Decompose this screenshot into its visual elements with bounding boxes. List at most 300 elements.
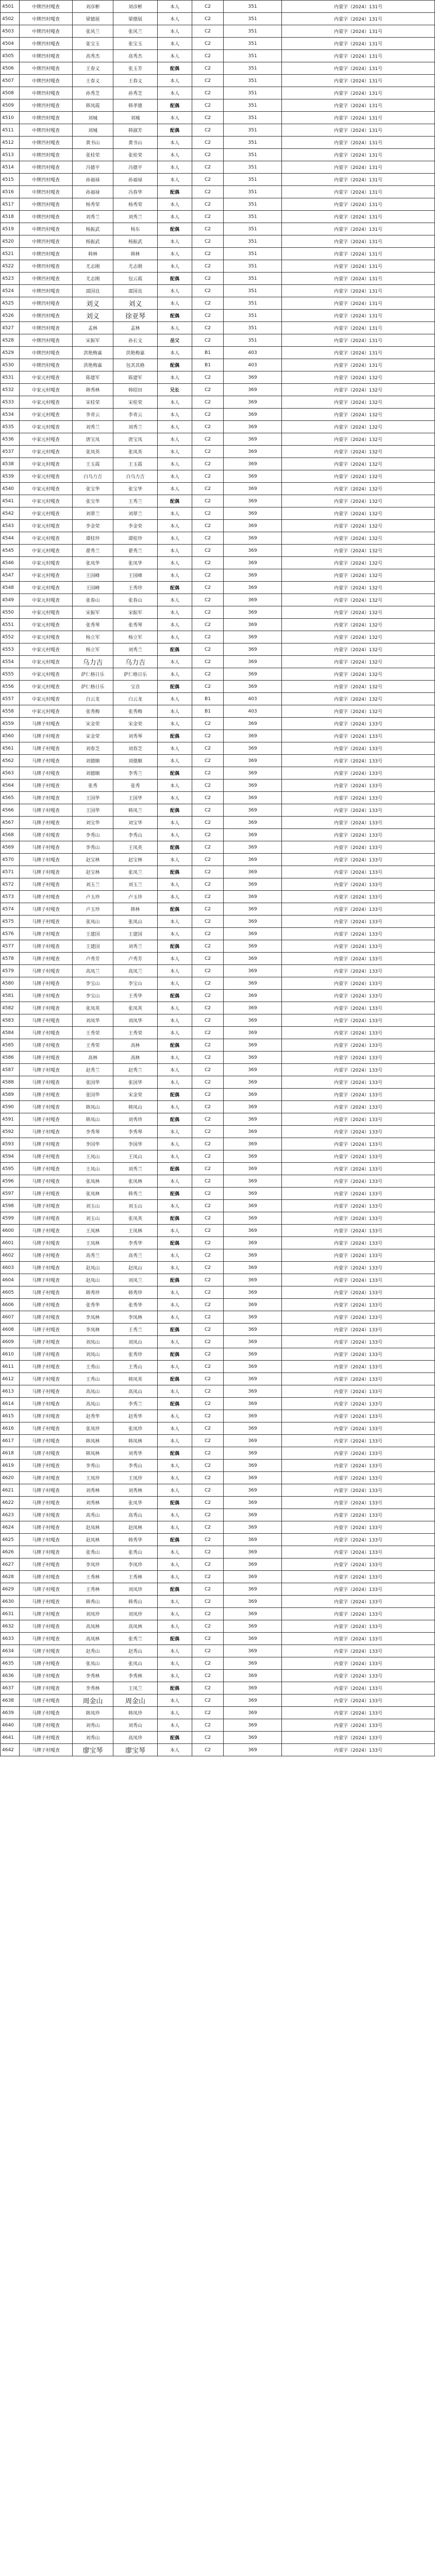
village-name-cell: 中家元村嘎查 (20, 433, 73, 446)
row-number-cell: 4542 (1, 507, 20, 520)
row-number-cell: 4509 (1, 99, 20, 112)
amount-cell: 369 (224, 1707, 282, 1719)
table-row (1, 1274, 435, 1286)
village-name-cell: 中家元村嘎查 (20, 396, 73, 409)
household-head-cell: 孟林 (73, 322, 113, 334)
table-row (1, 1, 435, 13)
table-row (1, 1064, 435, 1076)
license-class-cell: C2 (192, 1472, 224, 1484)
license-class-cell: C2 (192, 1682, 224, 1694)
relationship-cell: 本人 (158, 112, 192, 124)
amount-cell: 369 (224, 1682, 282, 1694)
row-number-cell: 4524 (1, 285, 20, 297)
amount-cell: 369 (224, 1126, 282, 1138)
row-number-cell: 4579 (1, 965, 20, 977)
license-class-cell: C2 (192, 854, 224, 866)
row-number-cell: 4529 (1, 347, 20, 359)
document-number-cell: 内蒙字（2024）131号 (282, 174, 435, 186)
row-number-cell: 4631 (1, 1608, 20, 1620)
member-name-cell: 王凤珍 (113, 1472, 158, 1484)
table-row (1, 1472, 435, 1484)
household-head-cell: 邵国良 (73, 285, 113, 297)
relationship-cell: 本人 (158, 693, 192, 705)
row-number-cell: 4546 (1, 557, 20, 569)
amount-cell: 351 (224, 149, 282, 161)
member-name-cell: 高秀兰 (113, 1249, 158, 1262)
license-class-cell: C2 (192, 446, 224, 458)
relationship-cell: 配偶 (158, 1373, 192, 1385)
document-number-cell: 内蒙字（2024）132号 (282, 520, 435, 532)
document-number-cell: 内蒙字（2024）133号 (282, 1707, 435, 1719)
row-number-cell: 4549 (1, 594, 20, 606)
document-number-cell: 内蒙字（2024）132号 (282, 693, 435, 705)
document-number-cell: 内蒙字（2024）133号 (282, 916, 435, 928)
license-class-cell: C2 (192, 1039, 224, 1052)
member-name-cell: 韩孝德 (113, 99, 158, 112)
license-class-cell: C2 (192, 334, 224, 347)
member-name-cell: 李凤林 (113, 1311, 158, 1324)
license-class-cell: C2 (192, 260, 224, 273)
relationship-cell: 本人 (158, 1002, 192, 1014)
member-name-cell: 赵凤山 (113, 1262, 158, 1274)
amount-cell: 369 (224, 829, 282, 841)
relationship-cell: 本人 (158, 1076, 192, 1089)
table-row (1, 668, 435, 681)
document-number-cell: 内蒙字（2024）133号 (282, 1571, 435, 1583)
document-number-cell: 内蒙字（2024）131号 (282, 359, 435, 371)
household-head-cell: 刘翠兰 (73, 507, 113, 520)
household-head-cell: 赵凤山 (73, 1262, 113, 1274)
relationship-cell: 配偶 (158, 841, 192, 854)
license-class-cell: C2 (192, 1719, 224, 1732)
document-number-cell: 内蒙字（2024）131号 (282, 124, 435, 137)
amount-cell: 351 (224, 25, 282, 38)
row-number-cell: 4538 (1, 458, 20, 470)
member-name-cell: 卢玉珍 (113, 891, 158, 903)
amount-cell: 369 (224, 1188, 282, 1200)
household-head-cell: 张凤华 (73, 557, 113, 569)
relationship-cell: 本人 (158, 137, 192, 149)
amount-cell: 369 (224, 755, 282, 767)
member-name-cell: 王春义 (113, 75, 158, 87)
member-name-cell: 张宝玉 (113, 38, 158, 50)
license-class-cell: C2 (192, 1460, 224, 1472)
table-row (1, 483, 435, 495)
amount-cell: 369 (224, 1472, 282, 1484)
amount-cell: 369 (224, 458, 282, 470)
table-row (1, 1620, 435, 1633)
household-head-cell: 王秀林 (73, 1583, 113, 1596)
table-row (1, 87, 435, 99)
relationship-cell: 本人 (158, 1249, 192, 1262)
relationship-cell: 本人 (158, 1645, 192, 1657)
license-class-cell: C2 (192, 1447, 224, 1460)
relationship-cell: 本人 (158, 248, 192, 260)
household-head-cell: 李凤林 (73, 1324, 113, 1336)
amount-cell: 369 (224, 1311, 282, 1324)
relationship-cell: 本人 (158, 1262, 192, 1274)
village-name-cell: 马牌子村嘎查 (20, 1645, 73, 1657)
relationship-cell: 本人 (158, 75, 192, 87)
document-number-cell: 内蒙字（2024）132号 (282, 371, 435, 384)
amount-cell: 369 (224, 1089, 282, 1101)
village-name-cell: 马牌子村嘎查 (20, 1002, 73, 1014)
amount-cell: 351 (224, 273, 282, 285)
village-name-cell: 中家元村嘎查 (20, 384, 73, 396)
table-row (1, 1311, 435, 1324)
amount-cell: 369 (224, 470, 282, 483)
row-number-cell: 4553 (1, 643, 20, 656)
document-number-cell: 内蒙字（2024）133号 (282, 854, 435, 866)
relationship-cell: 本人 (158, 1558, 192, 1571)
document-number-cell: 内蒙字（2024）133号 (282, 730, 435, 742)
license-class-cell: C2 (192, 1014, 224, 1027)
household-head-cell: 张秀华 (73, 1299, 113, 1311)
household-head-cell: 王春义 (73, 75, 113, 87)
member-name-cell: 刘秀兰 (113, 643, 158, 656)
amount-cell: 369 (224, 1212, 282, 1225)
household-head-cell: 李秀林 (73, 1682, 113, 1694)
member-name-cell: 李秀山 (113, 829, 158, 841)
license-class-cell: C2 (192, 1348, 224, 1361)
village-name-cell: 中家元村嘎查 (20, 643, 73, 656)
license-class-cell: C2 (192, 1163, 224, 1175)
village-name-cell: 马牌子村嘎查 (20, 1509, 73, 1521)
member-name-cell: 刘凤华 (113, 1014, 158, 1027)
license-class-cell: C2 (192, 1534, 224, 1546)
row-number-cell: 4601 (1, 1237, 20, 1249)
license-class-cell: C2 (192, 1274, 224, 1286)
row-number-cell: 4633 (1, 1633, 20, 1645)
row-number-cell: 4558 (1, 705, 20, 718)
village-name-cell: 马牌子村嘎查 (20, 755, 73, 767)
member-name-cell: 韩凤兰 (113, 804, 158, 817)
relationship-cell: 本人 (158, 235, 192, 248)
row-number-cell: 4599 (1, 1212, 20, 1225)
relationship-cell: 本人 (158, 1200, 192, 1212)
license-class-cell: C2 (192, 297, 224, 310)
village-name-cell: 中家元村嘎查 (20, 371, 73, 384)
relationship-cell: 配偶 (158, 359, 192, 371)
license-class-cell: C2 (192, 87, 224, 99)
household-head-cell: 王国华 (73, 804, 113, 817)
member-name-cell: 韩林 (113, 903, 158, 916)
document-number-cell: 内蒙字（2024）133号 (282, 903, 435, 916)
relationship-cell: 本人 (158, 1299, 192, 1311)
amount-cell: 369 (224, 718, 282, 730)
table-row (1, 297, 435, 310)
relationship-cell: 本人 (158, 1175, 192, 1188)
household-head-cell: 黄书山 (73, 137, 113, 149)
village-name-cell: 马牌子村嘎查 (20, 1089, 73, 1101)
document-number-cell: 内蒙字（2024）133号 (282, 817, 435, 829)
document-number-cell: 内蒙字（2024）131号 (282, 1, 435, 13)
household-head-cell: 李宝山 (73, 977, 113, 990)
document-number-cell: 内蒙字（2024）133号 (282, 1286, 435, 1299)
row-number-cell: 4507 (1, 75, 20, 87)
household-head-cell: 唐宝凤 (73, 433, 113, 446)
document-number-cell: 内蒙字（2024）133号 (282, 1324, 435, 1336)
document-number-cell: 内蒙字（2024）131号 (282, 50, 435, 62)
member-name-cell: 孙福禄 (113, 174, 158, 186)
village-name-cell: 马牌子村嘎查 (20, 1237, 73, 1249)
row-number-cell: 4622 (1, 1497, 20, 1509)
row-number-cell: 4503 (1, 25, 20, 38)
member-name-cell: 韩凤山 (113, 1101, 158, 1113)
table-row (1, 1534, 435, 1546)
village-name-cell: 中家元村嘎查 (20, 545, 73, 557)
table-row (1, 124, 435, 137)
table-row (1, 446, 435, 458)
row-number-cell: 4572 (1, 878, 20, 891)
license-class-cell: C2 (192, 1200, 224, 1212)
row-number-cell: 4506 (1, 62, 20, 75)
table-row (1, 1398, 435, 1410)
row-number-cell: 4504 (1, 38, 20, 50)
village-name-cell: 中家元村嘎查 (20, 619, 73, 631)
row-number-cell: 4639 (1, 1707, 20, 1719)
member-name-cell: 张秀 (113, 779, 158, 792)
amount-cell: 369 (224, 1447, 282, 1460)
household-head-cell: 王凤山 (73, 1163, 113, 1175)
village-name-cell: 中家元村嘎查 (20, 470, 73, 483)
document-number-cell: 内蒙字（2024）132号 (282, 396, 435, 409)
table-row (1, 1200, 435, 1212)
member-name-cell: 张桂荣 (113, 149, 158, 161)
member-name-cell: 刘秀山 (113, 1719, 158, 1732)
row-number-cell: 4635 (1, 1657, 20, 1670)
relationship-cell: 岳父 (158, 334, 192, 347)
roster-rows (1, 1, 435, 1756)
table-row (1, 334, 435, 347)
document-number-cell: 内蒙字（2024）131号 (282, 186, 435, 198)
village-name-cell: 中家元村嘎查 (20, 483, 73, 495)
member-name-cell: 洪艳梅嘉 (113, 347, 158, 359)
relationship-cell: 本人 (158, 792, 192, 804)
household-head-cell: 孙秀芝 (73, 87, 113, 99)
row-number-cell: 4614 (1, 1398, 20, 1410)
relationship-cell: 配偶 (158, 495, 192, 507)
village-name-cell: 中牌凹村嘎查 (20, 297, 73, 310)
row-number-cell: 4584 (1, 1027, 20, 1039)
household-head-cell: 张秀山 (73, 1546, 113, 1558)
relationship-cell: 配偶 (158, 990, 192, 1002)
document-number-cell: 内蒙字（2024）133号 (282, 891, 435, 903)
license-class-cell: C2 (192, 1212, 224, 1225)
document-number-cell: 内蒙字（2024）132号 (282, 643, 435, 656)
row-number-cell: 4561 (1, 742, 20, 755)
amount-cell: 369 (224, 866, 282, 878)
table-row (1, 384, 435, 396)
row-number-cell: 4556 (1, 681, 20, 693)
amount-cell: 369 (224, 1608, 282, 1620)
document-number-cell: 内蒙字（2024）132号 (282, 545, 435, 557)
license-class-cell: C2 (192, 1237, 224, 1249)
license-class-cell: C2 (192, 866, 224, 878)
document-number-cell: 内蒙字（2024）133号 (282, 1188, 435, 1200)
license-class-cell: C2 (192, 1583, 224, 1596)
row-number-cell: 4595 (1, 1163, 20, 1175)
household-head-cell: 王建国 (73, 940, 113, 953)
member-name-cell: 王凤林 (113, 1225, 158, 1237)
village-name-cell: 中牌凹村嘎查 (20, 223, 73, 235)
table-row (1, 1299, 435, 1311)
household-head-cell: 高秀山 (73, 1509, 113, 1521)
household-head-cell: 杨立军 (73, 631, 113, 643)
license-class-cell: C2 (192, 594, 224, 606)
member-name-cell: 高林 (113, 1052, 158, 1064)
license-class-cell: C2 (192, 1089, 224, 1101)
relationship-cell: 本人 (158, 1608, 192, 1620)
amount-cell: 369 (224, 1039, 282, 1052)
row-number-cell: 4606 (1, 1299, 20, 1311)
amount-cell: 369 (224, 495, 282, 507)
village-name-cell: 马牌子村嘎查 (20, 1571, 73, 1583)
amount-cell: 369 (224, 557, 282, 569)
relationship-cell: 本人 (158, 631, 192, 643)
relationship-cell: 配偶 (158, 1113, 192, 1126)
village-name-cell: 马牌子村嘎查 (20, 1497, 73, 1509)
row-number-cell: 4551 (1, 619, 20, 631)
table-row (1, 409, 435, 421)
village-name-cell: 中牌凹村嘎查 (20, 13, 73, 25)
document-number-cell: 内蒙字（2024）133号 (282, 804, 435, 817)
table-row (1, 928, 435, 940)
table-row (1, 1497, 435, 1509)
household-head-cell: 高凤兰 (73, 965, 113, 977)
table-row (1, 1138, 435, 1150)
table-row (1, 1484, 435, 1497)
license-class-cell: C2 (192, 1002, 224, 1014)
table-row (1, 161, 435, 174)
relationship-cell: 本人 (158, 1101, 192, 1113)
table-row (1, 545, 435, 557)
relationship-cell: 本人 (158, 779, 192, 792)
table-row (1, 953, 435, 965)
household-head-cell: 刘秀林 (73, 1484, 113, 1497)
village-name-cell: 马牌子村嘎查 (20, 1299, 73, 1311)
household-head-cell: 李秀山 (73, 841, 113, 854)
village-name-cell: 中牌凹村嘎查 (20, 198, 73, 211)
license-class-cell: C2 (192, 1645, 224, 1657)
amount-cell: 369 (224, 656, 282, 668)
document-number-cell: 内蒙字（2024）133号 (282, 990, 435, 1002)
row-number-cell: 4563 (1, 767, 20, 779)
table-row (1, 1039, 435, 1052)
document-number-cell: 内蒙字（2024）133号 (282, 755, 435, 767)
member-name-cell: 张秀山 (113, 1546, 158, 1558)
relationship-cell: 配偶 (158, 310, 192, 322)
license-class-cell: C2 (192, 1175, 224, 1188)
table-row (1, 829, 435, 841)
document-number-cell: 内蒙字（2024）132号 (282, 483, 435, 495)
row-number-cell: 4587 (1, 1064, 20, 1076)
relationship-cell: 本人 (158, 1596, 192, 1608)
row-number-cell: 4628 (1, 1571, 20, 1583)
license-class-cell: C2 (192, 322, 224, 334)
amount-cell: 369 (224, 619, 282, 631)
relationship-cell: 本人 (158, 977, 192, 990)
relationship-cell: 配偶 (158, 124, 192, 137)
table-row (1, 1150, 435, 1163)
relationship-cell: 本人 (158, 1014, 192, 1027)
row-number-cell: 4596 (1, 1175, 20, 1188)
license-class-cell: C2 (192, 903, 224, 916)
table-row (1, 1324, 435, 1336)
village-name-cell: 马牌子村嘎查 (20, 1732, 73, 1744)
member-name-cell: 韩秀山 (113, 1596, 158, 1608)
village-name-cell: 马牌子村嘎查 (20, 1113, 73, 1126)
document-number-cell: 内蒙字（2024）131号 (282, 75, 435, 87)
document-number-cell: 内蒙字（2024）133号 (282, 1361, 435, 1373)
relationship-cell: 本人 (158, 619, 192, 631)
row-number-cell: 4539 (1, 470, 20, 483)
document-number-cell: 内蒙字（2024）133号 (282, 1398, 435, 1410)
member-name-cell: 高凤林 (113, 1620, 158, 1633)
document-number-cell: 内蒙字（2024）133号 (282, 1089, 435, 1101)
household-head-cell: 刘德顺 (73, 767, 113, 779)
member-name-cell: 梁德展 (113, 13, 158, 25)
row-number-cell: 4554 (1, 656, 20, 668)
village-name-cell: 马牌子村嘎查 (20, 940, 73, 953)
table-row (1, 211, 435, 223)
document-number-cell: 内蒙字（2024）133号 (282, 1039, 435, 1052)
row-number-cell: 4573 (1, 891, 20, 903)
license-class-cell: C2 (192, 62, 224, 75)
member-name-cell: 萨仁格日乐 (113, 668, 158, 681)
license-class-cell: C2 (192, 99, 224, 112)
license-class-cell: C2 (192, 198, 224, 211)
license-class-cell: C2 (192, 953, 224, 965)
table-row (1, 458, 435, 470)
relationship-cell: 本人 (158, 668, 192, 681)
amount-cell: 351 (224, 334, 282, 347)
license-class-cell: C2 (192, 1361, 224, 1373)
village-name-cell: 马牌子村嘎查 (20, 1039, 73, 1052)
village-name-cell: 马牌子村嘎查 (20, 965, 73, 977)
table-row (1, 285, 435, 297)
member-name-cell: 王凤英 (113, 841, 158, 854)
row-number-cell: 4624 (1, 1521, 20, 1534)
table-row (1, 1447, 435, 1460)
row-number-cell: 4637 (1, 1682, 20, 1694)
document-number-cell: 内蒙字（2024）132号 (282, 495, 435, 507)
document-number-cell: 内蒙字（2024）133号 (282, 829, 435, 841)
row-number-cell: 4510 (1, 112, 20, 124)
amount-cell: 369 (224, 1385, 282, 1398)
village-name-cell: 中牌凹村嘎查 (20, 1, 73, 13)
member-name-cell: 刘春芝 (113, 742, 158, 755)
household-head-cell: 刘城 (73, 112, 113, 124)
document-number-cell: 内蒙字（2024）131号 (282, 322, 435, 334)
member-name-cell: 赵秀兰 (113, 1064, 158, 1076)
household-head-cell: 韩凤珍 (73, 1707, 113, 1719)
household-head-cell: 王秀林 (73, 1571, 113, 1583)
member-name-cell: 张凤珍 (113, 1422, 158, 1435)
village-name-cell: 中牌凹村嘎查 (20, 260, 73, 273)
member-name-cell: 张凤兰 (113, 866, 158, 878)
relationship-cell: 配偶 (158, 1682, 192, 1694)
member-name-cell: 刘秀林 (113, 1484, 158, 1497)
table-row (1, 470, 435, 483)
amount-cell: 369 (224, 1398, 282, 1410)
household-head-cell: 孙福禄 (73, 186, 113, 198)
relationship-cell: 本人 (158, 347, 192, 359)
village-name-cell: 中牌凹村嘎查 (20, 99, 73, 112)
relationship-cell: 本人 (158, 1138, 192, 1150)
license-class-cell: C2 (192, 718, 224, 730)
amount-cell: 369 (224, 1744, 282, 1756)
